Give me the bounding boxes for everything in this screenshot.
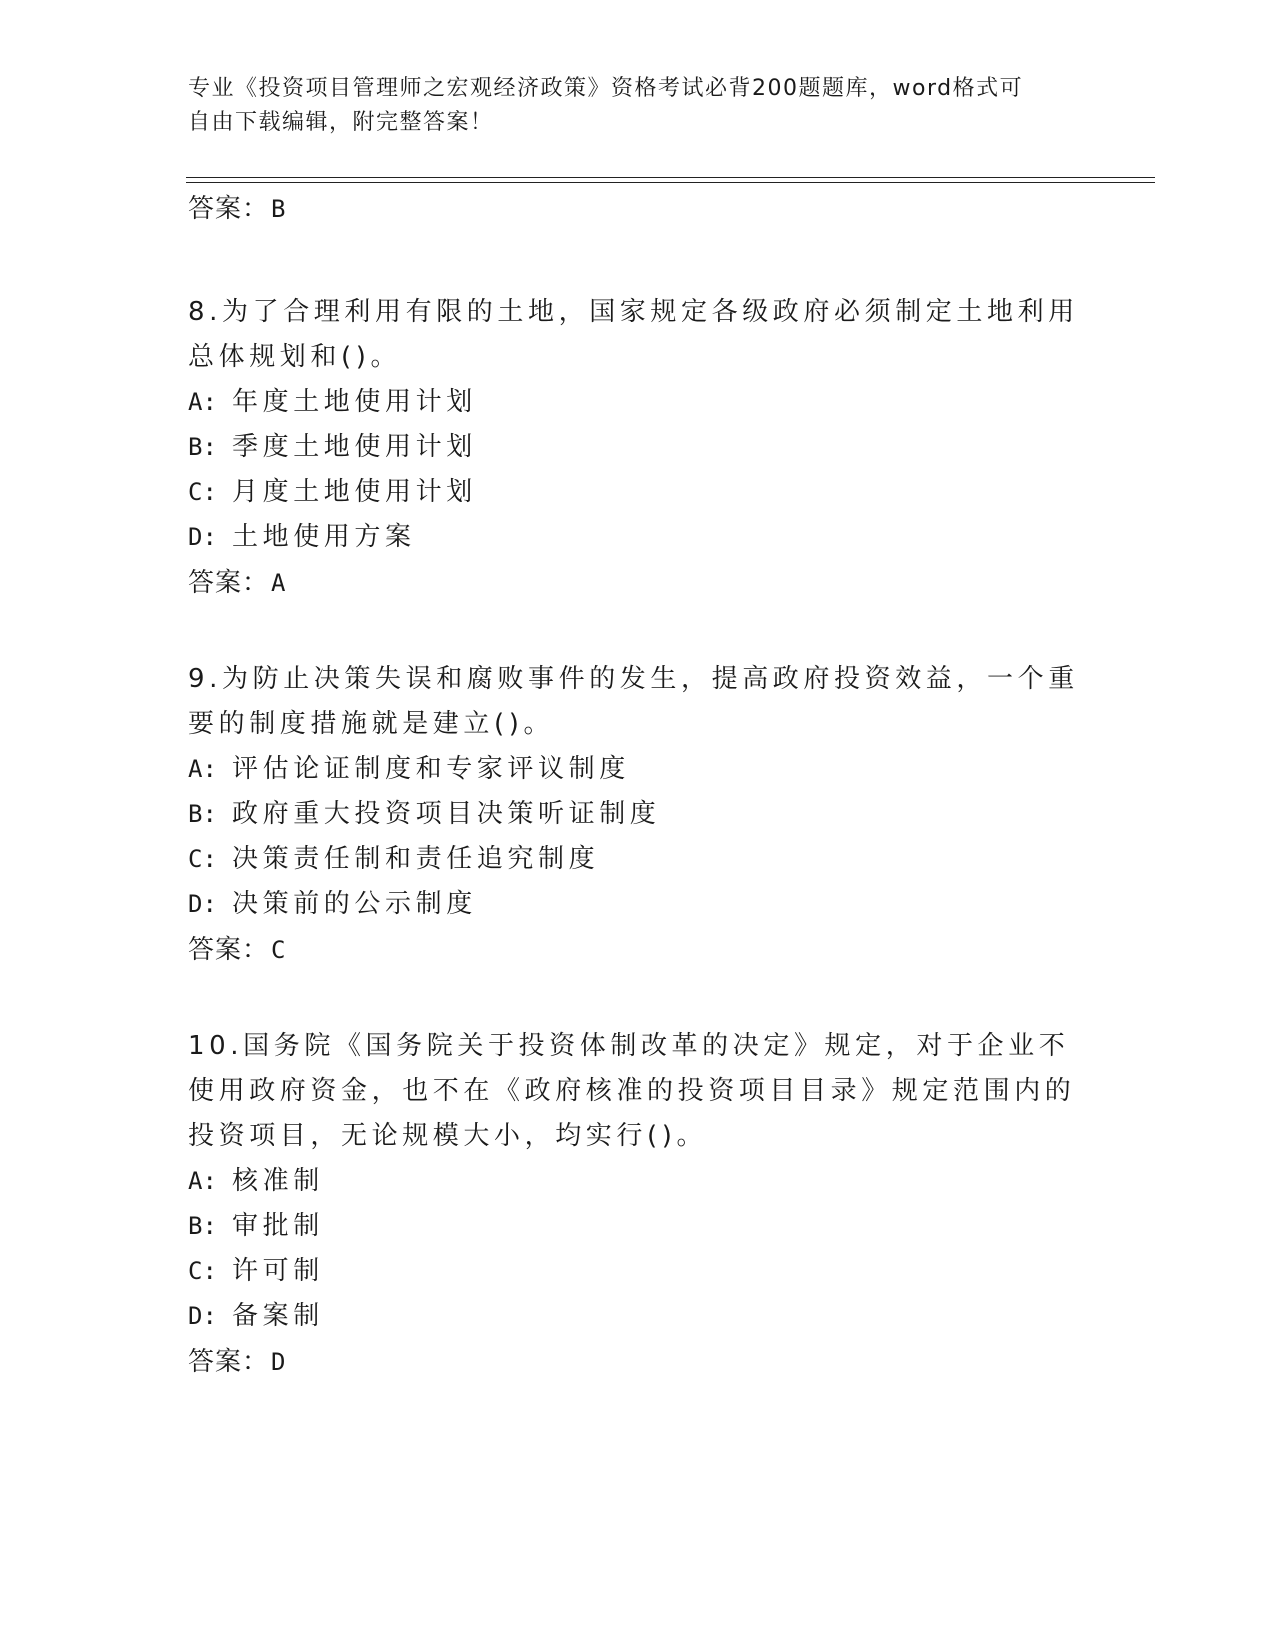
option-text: 评估论证制度和专家评议制度 (232, 754, 630, 784)
option-text: 审批制 (232, 1211, 324, 1241)
option-key: C: (188, 845, 217, 873)
answer-line (188, 560, 1088, 606)
answer-line (188, 1339, 1088, 1385)
option-key: B: (188, 1212, 217, 1240)
header-line-1: 专业《投资项目管理师之宏观经济政策》资格考试必背200题题库，word格式可 (188, 76, 1024, 101)
option-text: 土地使用方案 (232, 522, 416, 552)
question-list (188, 190, 1088, 1385)
option-text: 许可制 (232, 1256, 324, 1286)
answer-value: A (271, 569, 287, 597)
header-divider-bottom (186, 182, 1155, 183)
header-line-2: 自由下载编辑，附完整答案！ (188, 110, 494, 135)
option-c (188, 837, 1088, 882)
question-item (188, 657, 1088, 973)
option-text: 决策责任制和责任追究制度 (232, 844, 600, 874)
option-b (188, 792, 1088, 837)
option-key: A: (188, 1167, 217, 1195)
option-key: D: (188, 890, 217, 918)
option-d (188, 882, 1088, 927)
question-text: 10.国务院《国务院关于投资体制改革的决定》规定，对于企业不使用政府资金，也不在《政府核准的投资项目目录》规定范围内的投资项目，无论规模大小，均实行()。 (188, 1031, 1076, 1151)
option-c (188, 1249, 1088, 1294)
option-b (188, 1204, 1088, 1249)
option-key: C: (188, 1257, 217, 1285)
option-key: A: (188, 388, 217, 416)
header-divider-top (186, 177, 1155, 178)
answer-label: 答案： (188, 1347, 270, 1377)
answer-label: 答案： (188, 568, 270, 598)
answer-value: C (271, 936, 287, 964)
answer-value: B (271, 195, 287, 223)
option-key: D: (188, 523, 217, 551)
option-d (188, 1294, 1088, 1339)
answer-line (188, 190, 1088, 228)
document-header (188, 72, 1088, 140)
option-text: 年度土地使用计划 (232, 387, 477, 417)
option-text: 备案制 (232, 1301, 324, 1331)
option-text: 决策前的公示制度 (232, 889, 477, 919)
option-a (188, 1159, 1088, 1204)
question-text: 8.为了合理利用有限的土地，国家规定各级政府必须制定土地利用总体规划和()。 (188, 297, 1079, 372)
option-text: 季度土地使用计划 (232, 432, 477, 462)
option-a (188, 747, 1088, 792)
answer-label: 答案： (188, 935, 270, 965)
option-text: 月度土地使用计划 (232, 477, 477, 507)
question-item (188, 290, 1088, 606)
option-a (188, 380, 1088, 425)
option-text: 核准制 (232, 1166, 324, 1196)
question-text: 9.为防止决策失误和腐败事件的发生，提高政府投资效益，一个重要的制度措施就是建立()。 (188, 664, 1079, 739)
option-d (188, 515, 1088, 560)
option-key: A: (188, 755, 217, 783)
question-item (188, 1024, 1088, 1385)
option-key: B: (188, 433, 217, 461)
option-key: C: (188, 478, 217, 506)
option-text: 政府重大投资项目决策听证制度 (232, 799, 661, 829)
answer-label: 答案： (188, 194, 270, 224)
option-key: B: (188, 800, 217, 828)
option-c (188, 470, 1088, 515)
option-key: D: (188, 1302, 217, 1330)
answer-value: D (271, 1348, 287, 1376)
option-b (188, 425, 1088, 470)
answer-line (188, 927, 1088, 973)
